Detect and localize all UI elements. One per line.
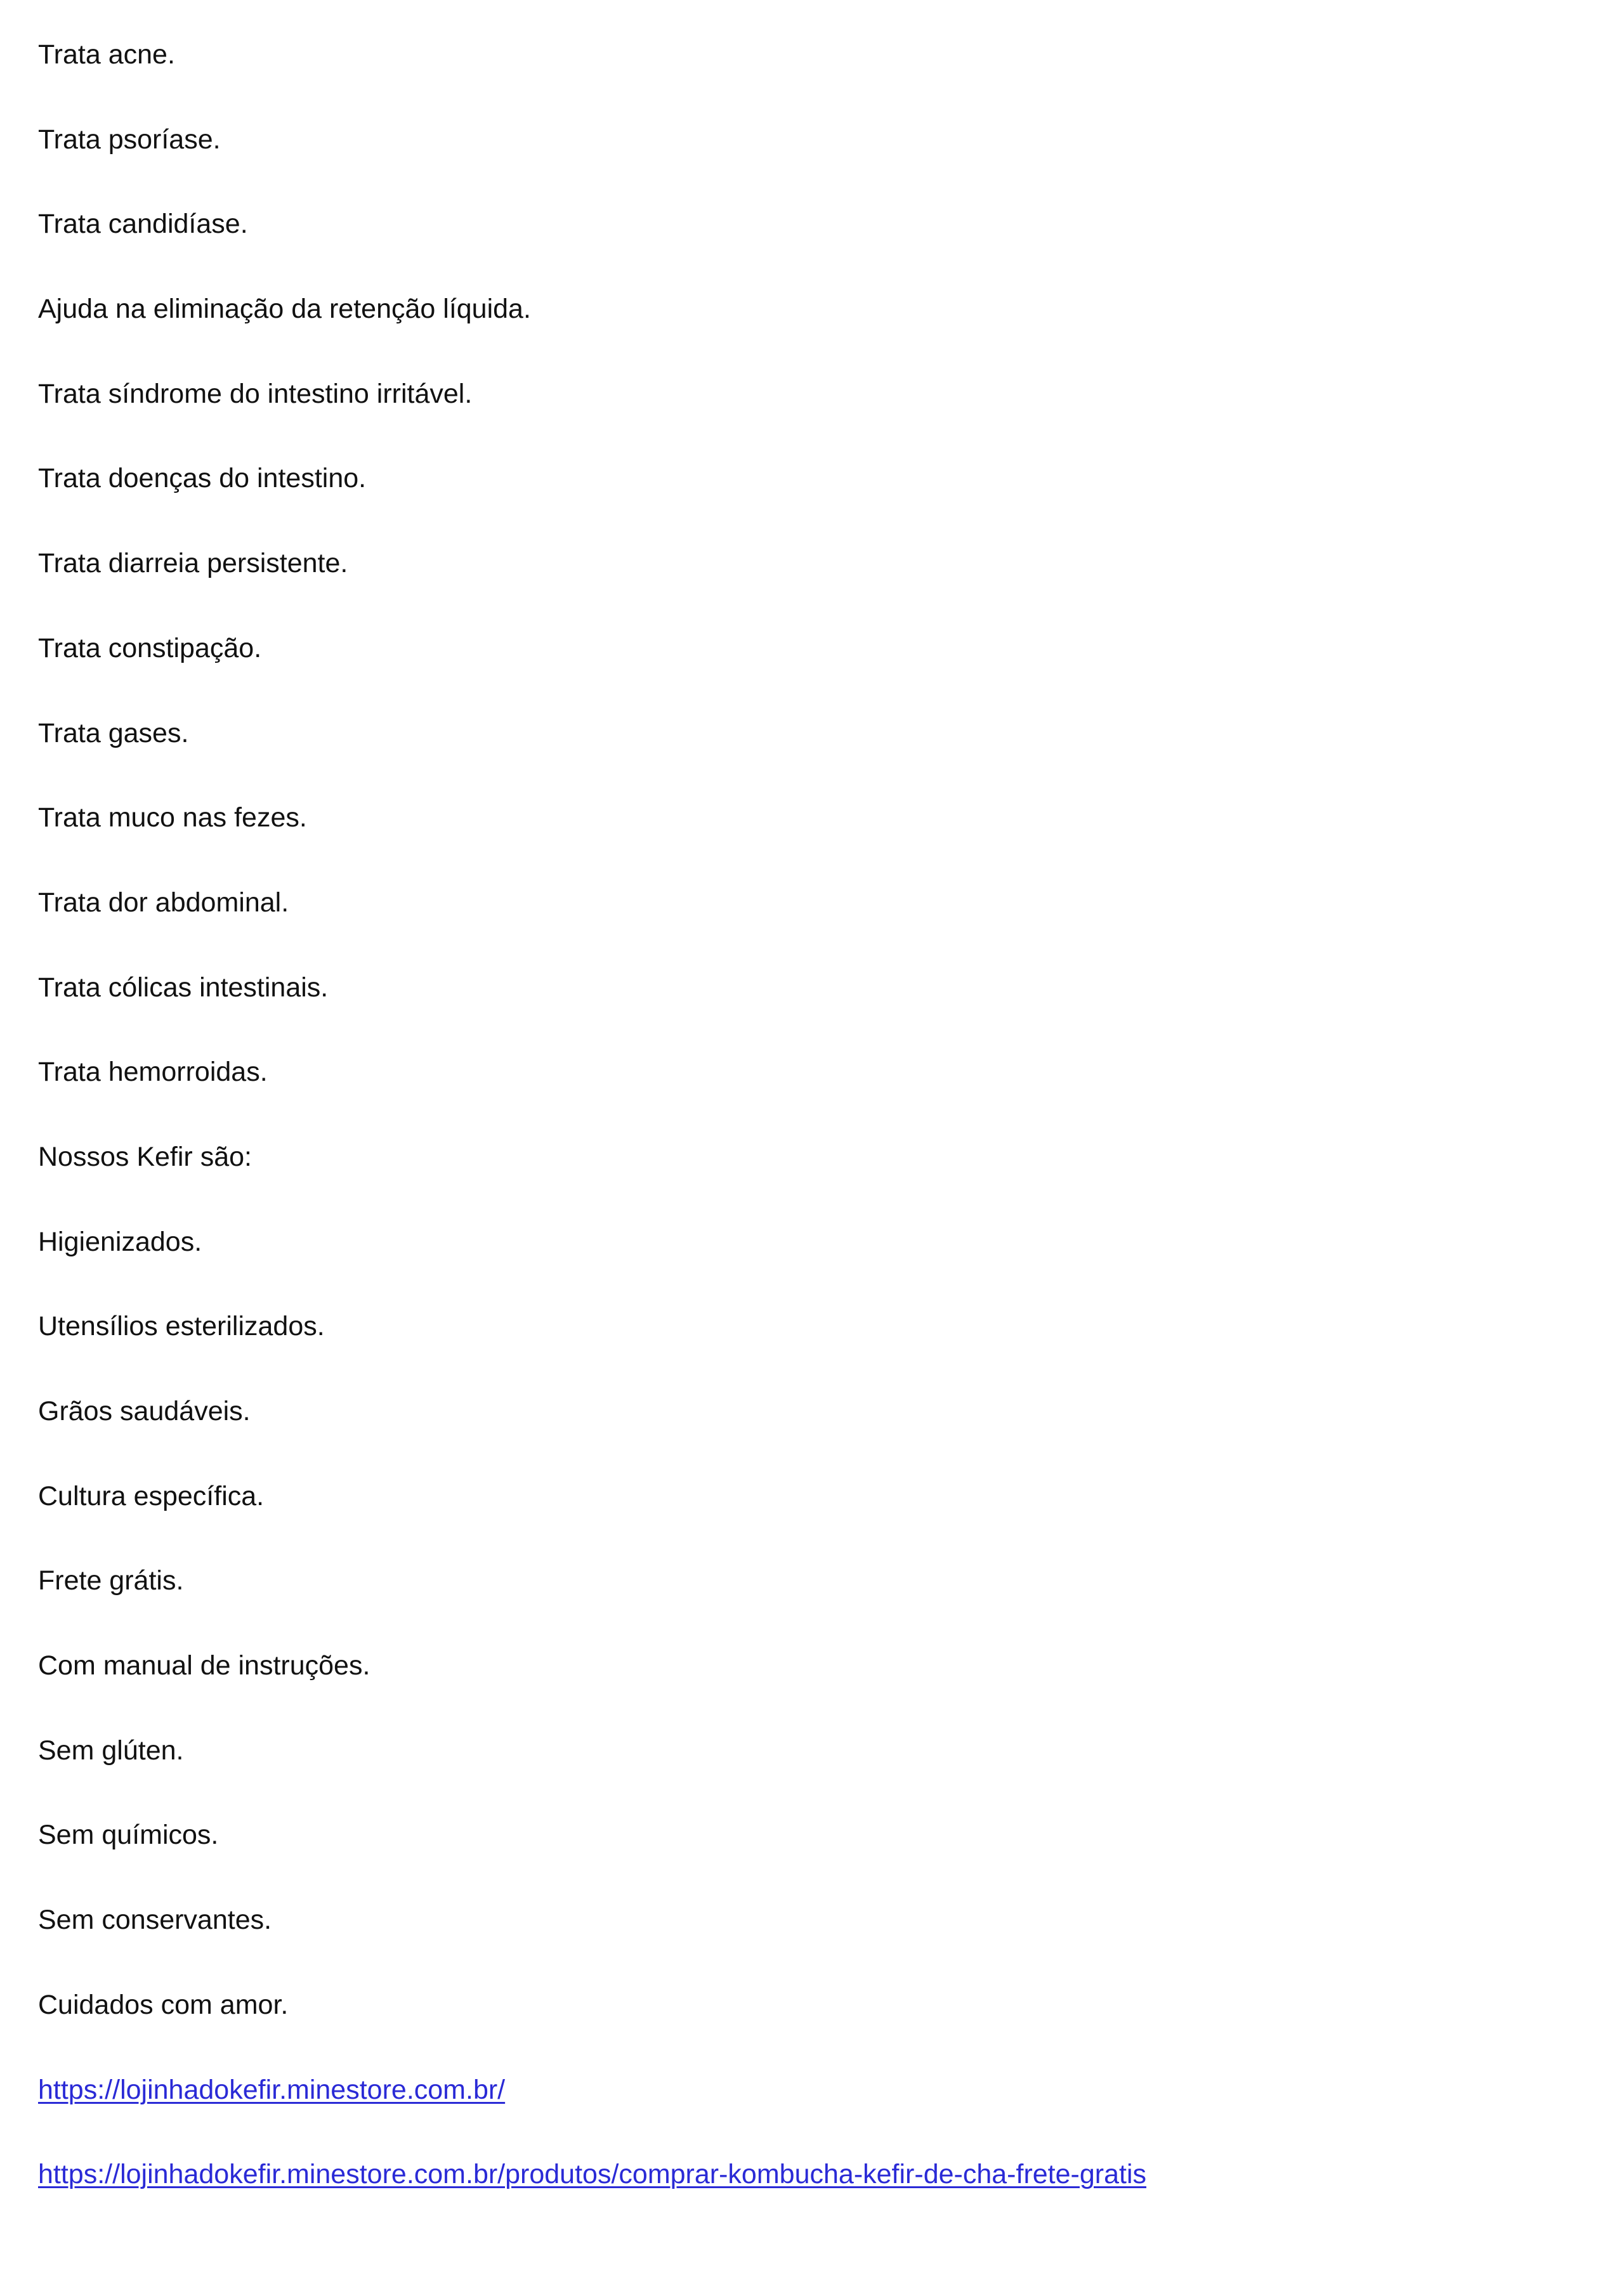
text-line: Trata constipação. xyxy=(38,632,262,663)
text-line: Trata cólicas intestinais. xyxy=(38,972,329,1003)
text-line: Trata diarreia persistente. xyxy=(38,548,348,579)
text-line: Trata hemorroidas. xyxy=(38,1057,268,1088)
text-line: Trata doenças do intestino. xyxy=(38,463,367,494)
text-line: Utensílios esterilizados. xyxy=(38,1311,325,1342)
text-line: Trata gases. xyxy=(38,717,189,748)
text-line: Sem conservantes. xyxy=(38,1905,272,1936)
link-line xyxy=(38,2155,1586,2240)
store-home-link[interactable]: https://lojinhadokefir.minestore.com.br/ xyxy=(38,2074,506,2105)
text-line: Cuidados com amor. xyxy=(38,1989,289,2020)
product-page-link[interactable]: https://lojinhadokefir.minestore.com.br/produtos/comprar-kombucha-kefir-de-cha-frete-gratis xyxy=(38,2159,1147,2190)
document-body xyxy=(38,36,1586,2240)
text-line: Sem químicos. xyxy=(38,1820,219,1851)
text-line: Trata acne. xyxy=(38,39,175,70)
section-heading: Nossos Kefir são: xyxy=(38,1141,252,1172)
text-line: Ajuda na eliminação da retenção líquida. xyxy=(38,294,531,325)
text-line: Trata síndrome do intestino irritável. xyxy=(38,378,473,409)
link-line xyxy=(38,2071,1586,2156)
text-line: Trata psoríase. xyxy=(38,124,221,155)
text-line: Grãos saudáveis. xyxy=(38,1396,251,1426)
text-line: Frete grátis. xyxy=(38,1565,184,1596)
text-line: Higienizados. xyxy=(38,1226,202,1257)
text-line: Cultura específica. xyxy=(38,1480,265,1511)
text-line: Trata muco nas fezes. xyxy=(38,802,307,833)
text-line: Sem glúten. xyxy=(38,1735,184,1766)
text-line: Trata dor abdominal. xyxy=(38,887,289,918)
text-line: Trata candidíase. xyxy=(38,209,248,240)
text-line: Com manual de instruções. xyxy=(38,1650,370,1681)
